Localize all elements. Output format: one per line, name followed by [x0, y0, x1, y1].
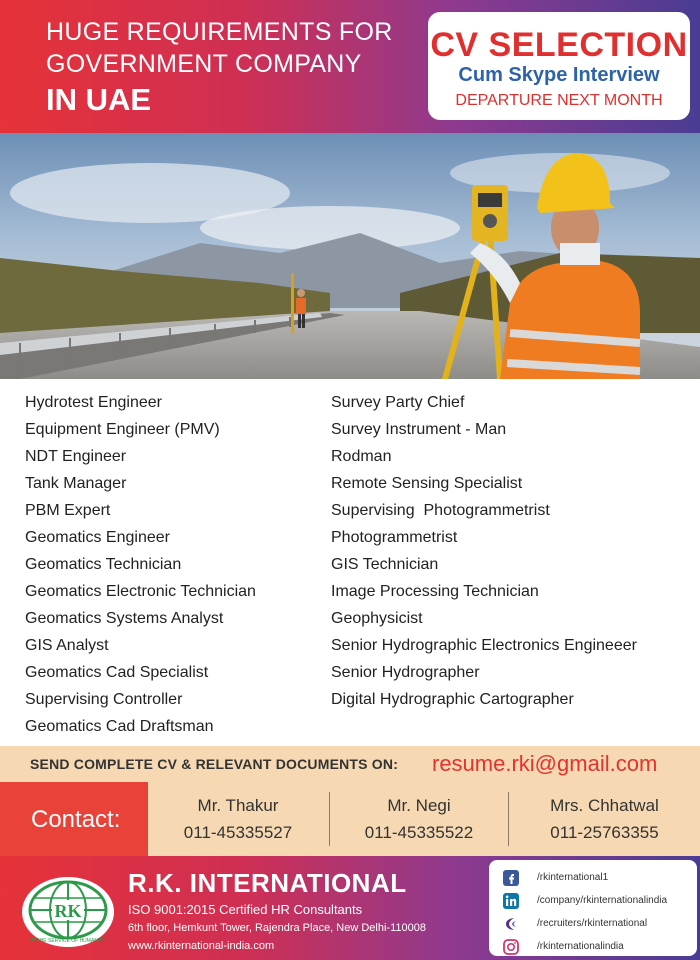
- list-item: Geophysicist: [331, 610, 423, 627]
- list-item: Digital Hydrographic Cartographer: [331, 691, 574, 708]
- list-item: Geomatics Technician: [25, 556, 182, 573]
- cv-selection-title: CV SELECTION: [430, 26, 688, 64]
- list-item: Photogrammetrist: [331, 529, 458, 546]
- list-item: Geomatics Engineer: [25, 529, 170, 546]
- resume-email-link[interactable]: resume.rki@gmail.com: [432, 751, 658, 776]
- list-item: Senior Hydrographic Electronics Engineeer: [331, 637, 637, 654]
- send-cv-label: SEND COMPLETE CV & RELEVANT DOCUMENTS ON:: [30, 756, 399, 772]
- list-item: Geomatics Cad Draftsman: [25, 718, 214, 735]
- iso-certification: ISO 9001:2015 Certified HR Consultants: [128, 902, 363, 917]
- departure-note: DEPARTURE NEXT MONTH: [455, 92, 663, 109]
- social-text: /rkinternational1: [537, 872, 609, 883]
- social-link-monster[interactable]: [503, 916, 693, 934]
- social-link-facebook[interactable]: [503, 870, 693, 888]
- social-text: /company/rkinternationalindia: [537, 895, 668, 906]
- contact-chhatwal: [509, 782, 700, 856]
- list-item: Geomatics Electronic Technician: [25, 583, 256, 600]
- contact-name: Mrs. Chhatwal: [550, 796, 659, 815]
- list-item: GIS Analyst: [25, 637, 109, 654]
- contact-phone[interactable]: 011-45335522: [364, 823, 474, 842]
- list-item: Hydrotest Engineer: [25, 394, 162, 411]
- list-item: Geomatics Cad Specialist: [25, 664, 209, 681]
- facebook-icon: [503, 870, 519, 886]
- contact-name: Mr. Negi: [387, 796, 451, 815]
- logo-text: RK: [54, 901, 82, 921]
- contact-negi: [330, 782, 508, 856]
- contact-phone[interactable]: 011-45335527: [183, 823, 293, 842]
- instagram-icon: [503, 939, 519, 955]
- surveyor-photo: [0, 133, 700, 379]
- list-item: Remote Sensing Specialist: [331, 475, 523, 492]
- list-item: Supervising Controller: [25, 691, 183, 708]
- contact-band: [0, 782, 700, 856]
- send-cv-bar: [0, 746, 700, 782]
- job-list-right: [331, 393, 637, 717]
- social-link-linkedin[interactable]: [503, 893, 693, 911]
- list-item: Survey Party Chief: [331, 394, 465, 411]
- contact-label: Contact:: [31, 806, 121, 833]
- office-address: 6th floor, Hemkunt Tower, Rajendra Place, New Delhi-110008: [128, 922, 426, 934]
- headline-line-1: HUGE REQUIREMENTS FOR: [46, 18, 393, 46]
- social-text: /recruiters/rkinternational: [537, 918, 648, 929]
- linkedin-icon: [503, 893, 519, 909]
- logo-tagline: IN THE SERVICE OF HUMANITY: [30, 938, 106, 944]
- header-banner: [0, 0, 700, 133]
- headline-line-2: GOVERNMENT COMPANY: [46, 50, 362, 78]
- list-item: Tank Manager: [25, 475, 127, 492]
- list-item: Survey Instrument - Man: [331, 421, 507, 438]
- social-links-box: [489, 860, 697, 956]
- contact-thakur: [148, 782, 328, 856]
- contact-phone[interactable]: 011-25763355: [550, 823, 659, 842]
- headline-location: IN UAE: [46, 82, 152, 117]
- skype-interview-subtitle: Cum Skype Interview: [458, 64, 660, 86]
- contact-label-box: [0, 782, 148, 856]
- footer-banner: [0, 856, 700, 960]
- list-item: Image Processing Technician: [331, 583, 539, 600]
- list-item: NDT Engineer: [25, 448, 127, 465]
- list-item: Equipment Engineer (PMV): [25, 421, 220, 438]
- list-item: Rodman: [331, 448, 392, 465]
- job-list-left: [25, 393, 256, 744]
- list-item: Supervising Photogrammetrist: [331, 502, 550, 519]
- contact-name: Mr. Thakur: [197, 796, 279, 815]
- social-text: /rkinternationalindia: [537, 941, 624, 952]
- list-item: Senior Hydrographer: [331, 664, 480, 681]
- cv-selection-box: [428, 12, 690, 120]
- social-link-instagram[interactable]: [503, 939, 693, 957]
- monster-icon: [503, 916, 519, 932]
- website-link[interactable]: www.rkinternational-india.com: [128, 940, 275, 952]
- company-name: R.K. INTERNATIONAL: [128, 868, 407, 898]
- list-item: GIS Technician: [331, 556, 439, 573]
- list-item: Geomatics Systems Analyst: [25, 610, 224, 627]
- list-item: PBM Expert: [25, 502, 111, 519]
- rk-globe-logo: [20, 876, 116, 948]
